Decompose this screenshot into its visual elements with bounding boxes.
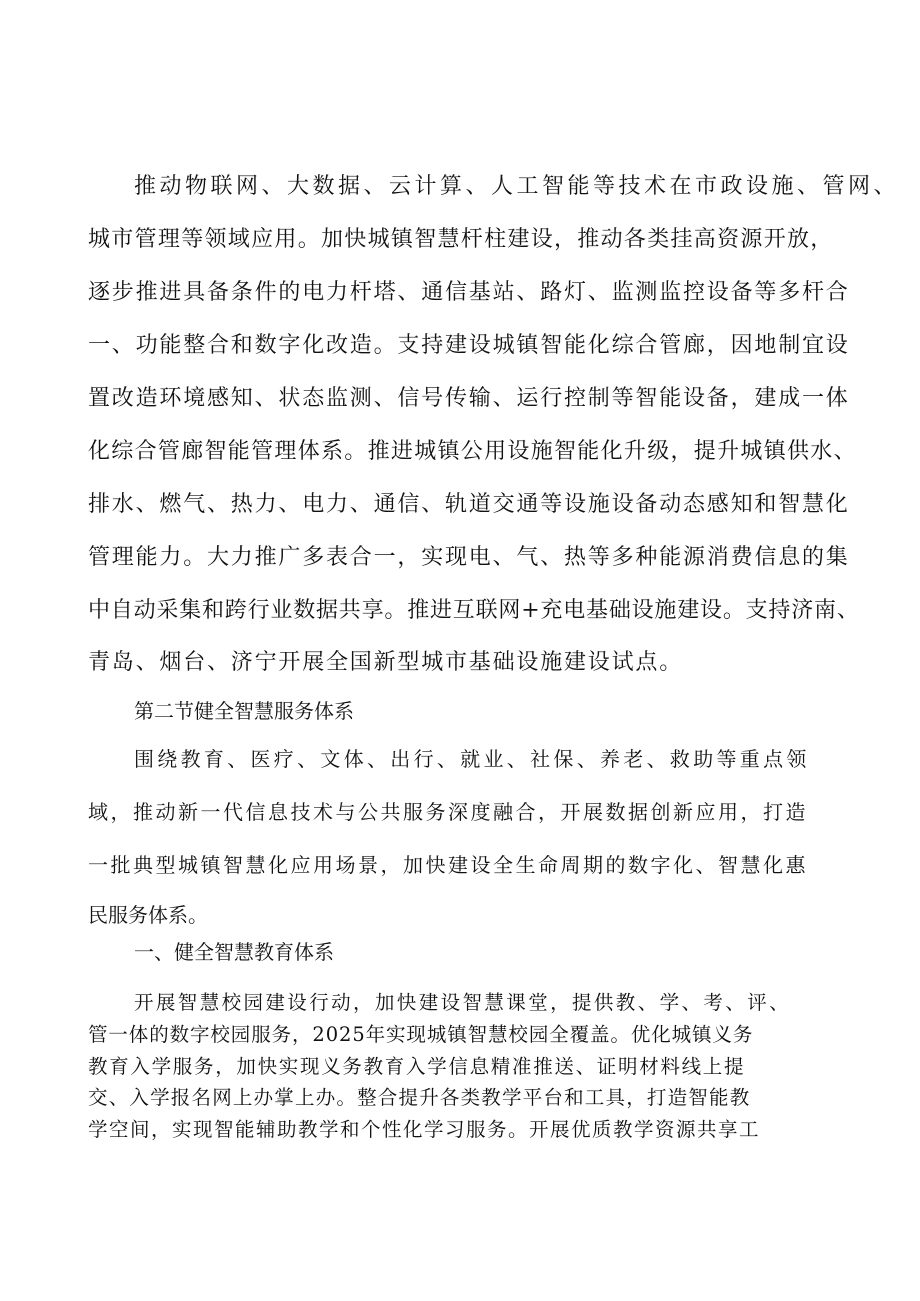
paragraph-line: 交、入学报名网上办掌上办。整合提升各类教学平台和工具，打造智能教 [88,1086,751,1109]
paragraph-line: 青岛、烟台、济宁开展全国新型城市基础设施建设试点。 [88,650,684,675]
paragraph-line: 一批典型城镇智慧化应用场景，加快建设全生命周期的数字化、智慧化惠 [88,853,808,877]
paragraph-line: 置改造环境感知、状态监测、信号传输、运行控制等智能设备，建成一体 [88,386,850,411]
paragraph-line: 围绕教育、医疗、文体、出行、就业、社保、养老、救助等重点领 [134,747,810,771]
paragraph-line: 管理能力。大力推广多表合一，实现电、气、热等多种能源消费信息的集 [88,545,850,570]
paragraph-line: 开展智慧校园建设行动，加快建设智慧课堂，提供教、学、考、评、 [134,991,792,1014]
paragraph-line: 排水、燃气、热力、电力、通信、轨道交通等设施设备动态感知和智慧化 [88,492,850,517]
paragraph-line: 域，推动新一代信息技术与公共服务深度融合，开展数据创新应用，打造 [88,800,808,824]
paragraph-line: 民服务体系。 [88,903,208,927]
paragraph-line: 中自动采集和跨行业数据共享。推进互联网+充电基础设施建设。支持济南、 [88,598,860,623]
paragraph-line: 教育入学服务，加快实现义务教育入学信息精准推送、证明材料线上提 [88,1055,746,1078]
paragraph-line: 城市管理等领域应用。加快城镇智慧杆柱建设，推动各类挂高资源开放， [88,227,834,252]
paragraph-line: 推动物联网、大数据、云计算、人工智能等技术在市政设施、管网、 [134,174,900,199]
paragraph-line: 管一体的数字校园服务，2025年实现城镇智慧校园全覆盖。优化城镇义务 [88,1023,754,1046]
paragraph-line: 学空间，实现智能辅助教学和个性化学习服务。开展优质教学资源共享工 [88,1118,761,1141]
section-heading: 第二节健全智慧服务体系 [134,699,354,723]
section-heading: 一、健全智慧教育体系 [134,940,334,964]
paragraph-line: 逐步推进具备条件的电力杆塔、通信基站、路灯、监测监控设备等多杆合 [88,280,850,305]
paragraph-line: 一、功能整合和数字化改造。支持建设城镇智能化综合管廊，因地制宜设 [88,333,850,358]
paragraph-line: 化综合管廊智能管理体系。推进城镇公用设施智能化升级，提升城镇供水、 [88,439,857,464]
